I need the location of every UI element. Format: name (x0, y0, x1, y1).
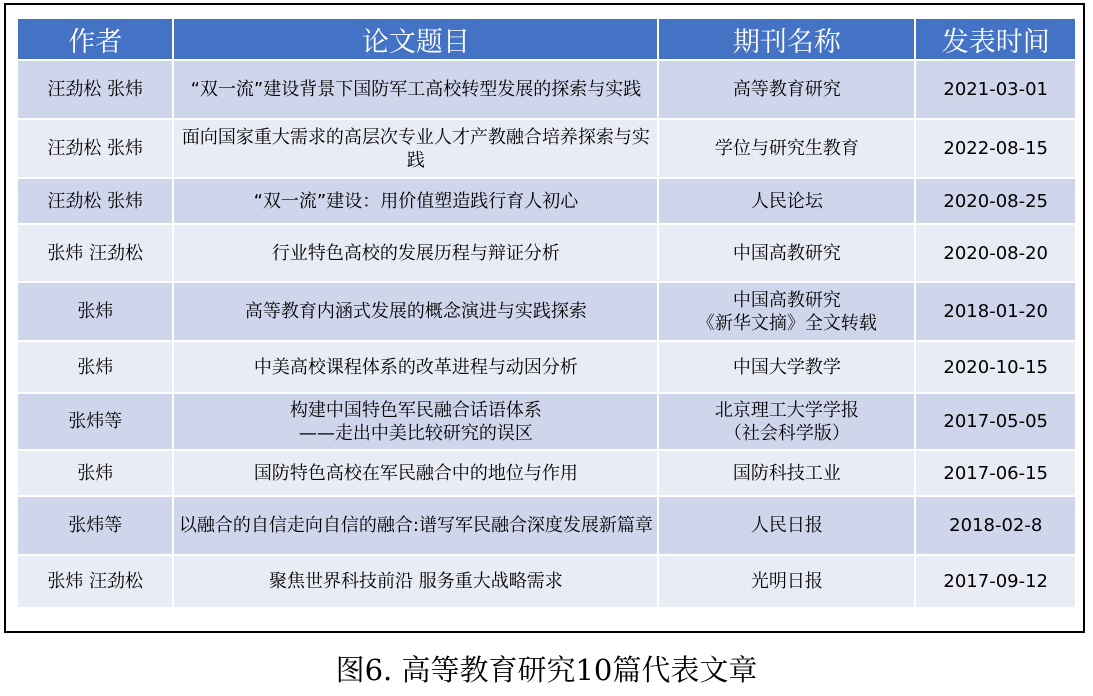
table-row (18, 451, 1075, 495)
author-cell: 张炜 (18, 342, 172, 392)
title-cell: 构建中国特色军民融合话语体系 ——走出中美比较研究的误区 (174, 394, 657, 449)
journal-cell: 国防科技工业 (659, 451, 914, 495)
journal-cell: 中国高教研究 (659, 225, 914, 281)
author-cell: 张炜 (18, 451, 172, 495)
table-row (18, 394, 1075, 449)
date-cell: 2020-08-20 (916, 225, 1075, 281)
table-row (18, 61, 1075, 118)
author-cell: 张炜 汪劲松 (18, 556, 172, 607)
journal-cell: 人民日报 (659, 497, 914, 554)
table-row (18, 179, 1075, 223)
author-cell: 汪劲松 张炜 (18, 61, 172, 118)
table-row (18, 283, 1075, 340)
author-cell: 汪劲松 张炜 (18, 179, 172, 223)
date-cell: 2017-05-05 (916, 394, 1075, 449)
journal-cell: 高等教育研究 (659, 61, 914, 118)
date-cell: 2018-01-20 (916, 283, 1075, 340)
author-cell: 张炜 汪劲松 (18, 225, 172, 281)
journal-cell: 人民论坛 (659, 179, 914, 223)
header-row (18, 19, 1075, 59)
date-cell: 2017-09-12 (916, 556, 1075, 607)
date-cell: 2020-08-25 (916, 179, 1075, 223)
date-cell: 2018-02-8 (916, 497, 1075, 554)
title-cell: 高等教育内涵式发展的概念演进与实践探索 (174, 283, 657, 340)
table-row (18, 342, 1075, 392)
table-row (18, 497, 1075, 554)
journal-cell: 北京理工大学学报 （社会科学版） (659, 394, 914, 449)
journal-cell: 学位与研究生教育 (659, 120, 914, 177)
journal-cell: 光明日报 (659, 556, 914, 607)
author-cell: 张炜等 (18, 394, 172, 449)
table-row (18, 556, 1075, 607)
title-cell: “双一流”建设：用价值塑造践行育人初心 (174, 179, 657, 223)
title-cell: “双一流”建设背景下国防军工高校转型发展的探索与实践 (174, 61, 657, 118)
figure-frame (4, 3, 1085, 633)
table-row (18, 225, 1075, 281)
date-cell: 2022-08-15 (916, 120, 1075, 177)
title-cell: 国防特色高校在军民融合中的地位与作用 (174, 451, 657, 495)
title-cell: 行业特色高校的发展历程与辩证分析 (174, 225, 657, 281)
title-cell: 聚焦世界科技前沿 服务重大战略需求 (174, 556, 657, 607)
header-title: 论文题目 (174, 19, 657, 59)
title-cell: 面向国家重大需求的高层次专业人才产教融合培养探索与实践 (174, 120, 657, 177)
date-cell: 2021-03-01 (916, 61, 1075, 118)
journal-cell: 中国大学教学 (659, 342, 914, 392)
title-cell: 以融合的自信走向自信的融合:谱写军民融合深度发展新篇章 (174, 497, 657, 554)
figure-caption: 图6. 高等教育研究10篇代表文章 (335, 653, 758, 687)
author-cell: 张炜等 (18, 497, 172, 554)
author-cell: 汪劲松 张炜 (18, 120, 172, 177)
date-cell: 2017-06-15 (916, 451, 1075, 495)
header-journal: 期刊名称 (659, 19, 914, 59)
table-row (18, 120, 1075, 177)
title-cell: 中美高校课程体系的改革进程与动因分析 (174, 342, 657, 392)
header-author: 作者 (18, 19, 172, 59)
header-date: 发表时间 (916, 19, 1075, 59)
journal-cell: 中国高教研究 《新华文摘》全文转载 (659, 283, 914, 340)
date-cell: 2020-10-15 (916, 342, 1075, 392)
papers-table (16, 17, 1077, 609)
author-cell: 张炜 (18, 283, 172, 340)
